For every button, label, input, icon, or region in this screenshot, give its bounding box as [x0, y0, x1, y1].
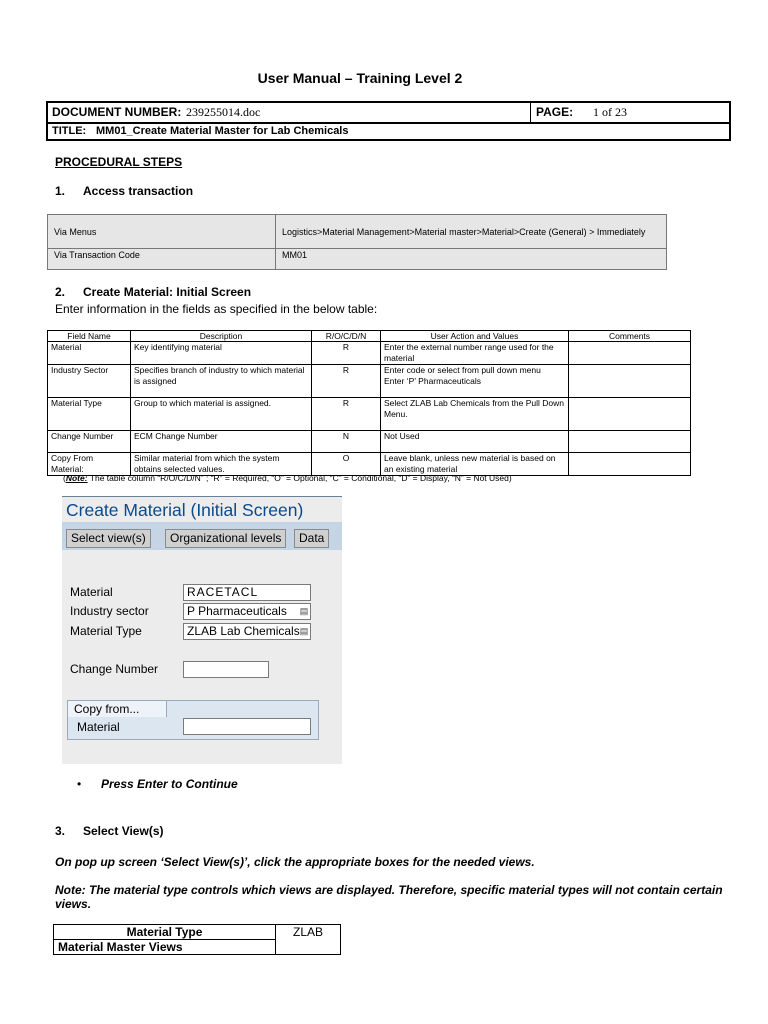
step2-number: 2.	[55, 285, 66, 299]
field-table	[47, 330, 691, 476]
material-input[interactable]: RACETACL	[183, 584, 311, 601]
select-views-button[interactable]: Select view(s)	[66, 529, 151, 548]
table-row	[48, 398, 691, 431]
industry-sector-select[interactable]	[183, 603, 311, 620]
copy-material-input[interactable]	[183, 718, 311, 735]
sap-screenshot	[62, 496, 342, 764]
access-menus-label: Via Menus	[48, 215, 276, 249]
table-cell: N	[312, 431, 381, 453]
table-cell: Enter code or select from pull down menu Enter ‘P’ Pharmaceuticals	[381, 365, 569, 398]
doc-number-value: 239255014.doc	[186, 105, 261, 119]
step2-intro: Enter information in the fields as specified in the below table:	[55, 302, 378, 316]
step3-heading	[55, 824, 164, 838]
note-open: (	[63, 473, 66, 483]
press-enter-instruction: Press Enter to Continue	[101, 777, 238, 791]
material-master-views-label: Material Master Views	[54, 940, 276, 955]
table-cell	[569, 398, 691, 431]
access-tcode-value: MM01	[276, 249, 667, 270]
table-row	[48, 215, 667, 249]
table-cell: Copy From Material:	[48, 453, 131, 476]
table-cell: Material	[48, 342, 131, 365]
organizational-levels-button[interactable]: Organizational levels	[165, 529, 286, 548]
table-row	[48, 431, 691, 453]
document-title: User Manual – Training Level 2	[257, 70, 463, 86]
table-cell: R	[312, 342, 381, 365]
table-header-row	[48, 331, 691, 342]
change-number-input[interactable]	[183, 661, 269, 678]
column-header: Comments	[569, 331, 691, 342]
change-number-label: Change Number	[70, 662, 159, 676]
dropdown-icon[interactable]: ▤	[299, 606, 309, 616]
table-row	[48, 342, 691, 365]
column-header: User Action and Values	[381, 331, 569, 342]
zlab-column-header: ZLAB	[276, 925, 341, 955]
industry-sector-label: Industry sector	[70, 604, 149, 618]
column-header: R/O/C/D/N	[312, 331, 381, 342]
table-cell: R	[312, 398, 381, 431]
views-table	[53, 924, 341, 955]
data-button[interactable]: Data	[294, 529, 329, 548]
step1-number: 1.	[55, 184, 66, 198]
table-cell: O	[312, 453, 381, 476]
industry-sector-value: P Pharmaceuticals	[187, 604, 287, 618]
step2-heading	[55, 285, 252, 299]
procedural-steps-heading: PROCEDURAL STEPS	[55, 155, 183, 169]
table-cell	[569, 431, 691, 453]
table-row	[48, 249, 667, 270]
access-menus-value: Logistics>Material Management>Material master>Material>Create (General) > Immediately	[276, 215, 667, 249]
note-label: Note:	[65, 473, 88, 483]
note-text: The table column “R/O/C/D/N” ; “R” = Required, “O” = Optional, “C” = Conditional, “D” = Display, “N” = Not Used)	[87, 473, 512, 483]
material-type-label: Material Type	[70, 624, 142, 638]
table-cell	[569, 365, 691, 398]
document-header-box	[46, 101, 731, 141]
title-label: TITLE:	[52, 125, 87, 137]
step3-label: Select View(s)	[83, 824, 164, 838]
table-cell: ECM Change Number	[131, 431, 312, 453]
page-value: 1 of 23	[593, 105, 627, 119]
table-cell: Industry Sector	[48, 365, 131, 398]
column-header: Description	[131, 331, 312, 342]
step3-number: 3.	[55, 824, 66, 838]
views-note: Note: The material type controls which views are displayed. Therefore, specific material types will not contain certain views.	[55, 883, 723, 911]
dropdown-icon[interactable]: ▤	[299, 626, 309, 636]
sap-top-rule	[62, 496, 342, 497]
page-label: PAGE:	[536, 105, 574, 119]
material-type-value: ZLAB Lab Chemicals	[187, 624, 300, 638]
table-cell: Select ZLAB Lab Chemicals from the Pull Down Menu.	[381, 398, 569, 431]
table-cell: Change Number	[48, 431, 131, 453]
table-cell	[569, 453, 691, 476]
table-cell: R	[312, 365, 381, 398]
table-note	[63, 473, 512, 483]
copy-material-label: Material	[77, 720, 120, 734]
table-cell: Similar material from which the system obtains selected values.	[131, 453, 312, 476]
table-row	[48, 365, 691, 398]
title-value: MM01_Create Material Master for Lab Chemicals	[96, 125, 349, 137]
material-label: Material	[70, 585, 113, 599]
table-cell: Leave blank, unless new material is based on an existing material	[381, 453, 569, 476]
sap-screen-title: Create Material (Initial Screen)	[66, 500, 304, 520]
table-cell: Key identifying material	[131, 342, 312, 365]
step1-heading	[55, 184, 194, 198]
doc-number-label: DOCUMENT NUMBER:	[52, 105, 182, 119]
table-cell	[569, 342, 691, 365]
material-type-select[interactable]	[183, 623, 311, 640]
access-tcode-label: Via Transaction Code	[48, 249, 276, 270]
table-cell: Specifies branch of industry to which material is assigned	[131, 365, 312, 398]
table-cell: Group to which material is assigned.	[131, 398, 312, 431]
access-table	[47, 214, 667, 270]
popup-instruction: On pop up screen ‘Select View(s)’, click the appropriate boxes for the needed views.	[55, 855, 535, 869]
step1-label: Access transaction	[83, 184, 194, 198]
copy-from-tab: Copy from...	[67, 700, 167, 717]
table-cell: Not Used	[381, 431, 569, 453]
column-header: Field Name	[48, 331, 131, 342]
table-cell: Material Type	[48, 398, 131, 431]
material-type-header: Material Type	[54, 925, 276, 940]
table-cell: Enter the external number range used for the material	[381, 342, 569, 365]
table-row	[54, 925, 341, 940]
bullet-dot: •	[77, 777, 82, 791]
step2-label: Create Material: Initial Screen	[83, 285, 252, 299]
